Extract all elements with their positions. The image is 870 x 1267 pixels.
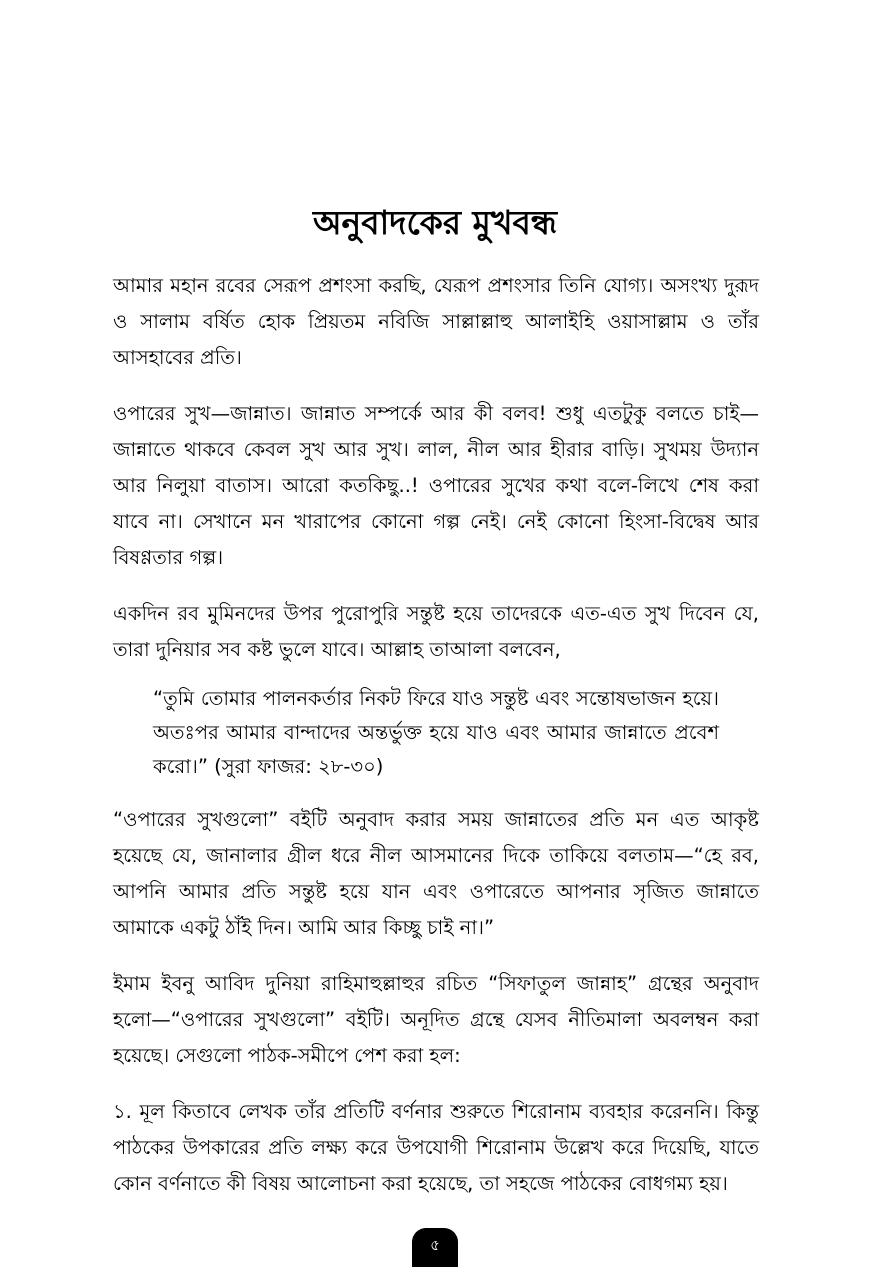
quran-quote: “তুমি তোমার পালনকর্তার নিকট ফিরে যাও সন্তুষ্ট এবং সন্তোষভাজন হয়ে। অতঃপর আমার বান্দাদের অন্তর্ভুক্ত হয়ে যাও এবং আমার জান্নাতে প্রবেশ করো।” (সুরা ফাজর: ২৮-৩০)	[153, 687, 719, 778]
page-title: অনুবাদকের মুখবন্ধ	[312, 203, 558, 242]
paragraph-principle-1: ১. মূল কিতাবে লেখক তাঁর প্রতিটি বর্ণনার শুরুতে শিরোনাম ব্যবহার করেননি। কিন্তু পাঠকের উপকারের প্রতি লক্ষ্য করে উপযোগী শিরোনাম উল্লেখ করে দিয়েছি, যাতে কোন বর্ণনাতে কী বিষয় আলোচনা করা হয়েছে, তা সহজে পাঠকের বোধগম্য হয়।	[113, 1100, 759, 1195]
paragraph-source-book: ইমাম ইবনু আবিদ দুনিয়া রাহিমাহুল্লাহুর রচিত “সিফাতুল জান্নাহ” গ্রন্থের অনুবাদ হলো—“ওপারের সুখগুলো” বইটি। অনূদিত গ্রন্থে যেসব নীতিমালা অবলম্বন করা হয়েছে। সেগুলো পাঠক-সমীপে পেশ করা হল:	[113, 972, 759, 1067]
paragraph-allah-says: একদিন রব মুমিনদের উপর পুরোপুরি সন্তুষ্ট হয়ে তাদেরকে এত-এত সুখ দিবেন যে, তারা দুনিয়ার সব কষ্ট ভুলে যাবে। আল্লাহ তাআলা বলবেন,	[113, 602, 759, 661]
paragraph-praise: আমার মহান রবের সেরূপ প্রশংসা করছি, যেরূপ প্রশংসার তিনি যোগ্য। অসংখ্য দুরূদ ও সালাম বর্ষিত হোক প্রিয়তম নবিজি সাল্লাল্লাহু আলাইহি ওয়াসাল্লাম ও তাঁর আসহাবের প্রতি।	[113, 274, 759, 369]
page-number-badge: ৫	[412, 1228, 458, 1267]
body-text	[113, 268, 759, 1222]
paragraph-jannat: ওপারের সুখ—জান্নাত। জান্নাত সম্পর্কে আর কী বলব! শুধু এতটুকু বলতে চাই—জান্নাতে থাকবে কেবল সুখ আর সুখ। লাল, নীল আর হীরার বাড়ি। সুখময় উদ্যান আর নিলুয়া বাতাস। আরো কতকিছু..! ওপারের সুখের কথা বলে-লিখে শেষ করা যাবে না। সেখানে মন খারাপের কোনো গল্প নেই। নেই কোনো হিংসা-বিদ্বেষ আর বিষণ্ণতার গল্প।	[113, 402, 759, 569]
paragraph-translation-feeling: “ওপারের সুখগুলো” বইটি অনুবাদ করার সময় জান্নাতের প্রতি মন এত আকৃষ্ট হয়েছে যে, জানালার গ্রীল ধরে নীল আসমানের দিকে তাকিয়ে বলতাম—“হে রব, আপনি আমার প্রতি সন্তুষ্ট হয়ে যান এবং ওপারেতে আপনার সৃজিত জান্নাতে আমাকে একটু ঠাঁই দিন। আমি আর কিচ্ছু চাই না।”	[113, 808, 759, 939]
